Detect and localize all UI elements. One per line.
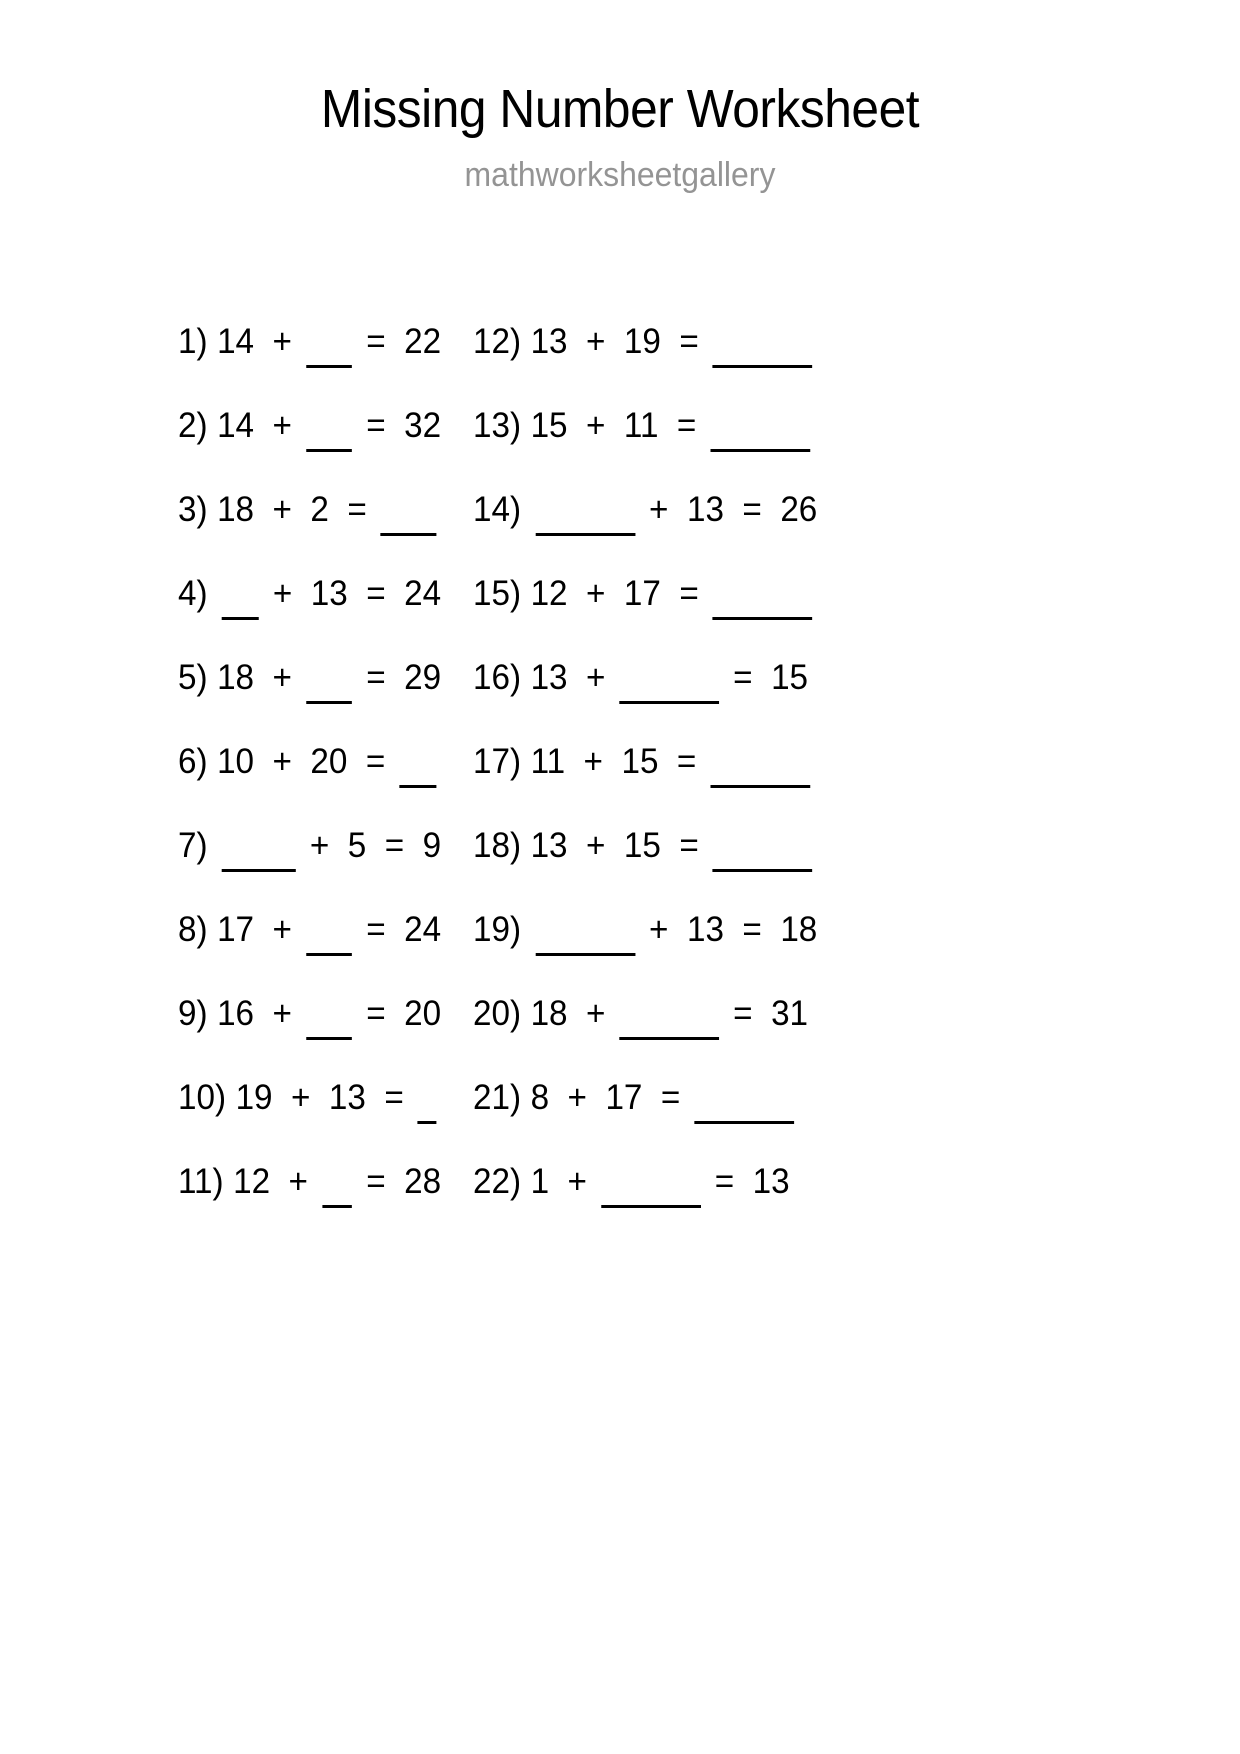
plus-operator: + [263, 742, 302, 781]
number-term: 24 [394, 574, 442, 613]
equals-operator: = [357, 1162, 395, 1201]
worksheet-header [0, 0, 1240, 196]
problem-number: 1) [178, 322, 208, 361]
problem-row [178, 636, 441, 720]
number-term: 15 [612, 742, 668, 781]
number-term: 18 [217, 658, 264, 697]
problem-number: 6) [178, 742, 208, 781]
equals-operator: = [357, 658, 395, 697]
problem-number: 10) [178, 1078, 227, 1117]
problem-number: 13) [473, 406, 522, 445]
problem-number: 18) [473, 826, 522, 865]
plus-operator: + [576, 406, 615, 445]
problem-number: 8) [178, 910, 208, 949]
problem-number: 9) [178, 994, 208, 1033]
number-term: 31 [761, 994, 809, 1033]
answer-blank[interactable] [306, 335, 352, 368]
problem-row [473, 300, 988, 384]
problem-number: 4) [178, 574, 208, 613]
problem-row [473, 1056, 988, 1140]
answer-blank[interactable] [619, 671, 719, 704]
plus-operator: + [279, 1162, 318, 1201]
equals-operator: = [357, 574, 395, 613]
number-term: 15 [761, 658, 809, 697]
answer-blank[interactable] [601, 1175, 701, 1208]
equals-operator: = [670, 574, 709, 613]
equals-operator: = [723, 994, 762, 1033]
problem-row [178, 1140, 441, 1224]
problem-row [473, 636, 988, 720]
problem-row [178, 300, 441, 384]
number-term: 17 [217, 910, 264, 949]
number-term: 2 [301, 490, 339, 529]
number-term: 9 [413, 826, 442, 865]
problem-number: 17) [473, 742, 522, 781]
answer-blank[interactable] [535, 923, 635, 956]
answer-blank[interactable] [713, 839, 813, 872]
plus-operator: + [558, 1078, 597, 1117]
number-term: 13 [677, 490, 734, 529]
plus-operator: + [300, 826, 339, 865]
number-term: 13 [677, 910, 734, 949]
number-term: 13 [301, 574, 358, 613]
number-term: 26 [771, 490, 818, 529]
number-term: 11 [614, 406, 668, 445]
problem-row [178, 552, 441, 636]
problem-number: 5) [178, 658, 208, 697]
number-term: 13 [319, 1078, 376, 1117]
number-term: 11 [530, 742, 575, 781]
plus-operator: + [558, 1162, 597, 1201]
problem-number: 11) [178, 1162, 224, 1201]
page-title: Missing Number Worksheet [320, 79, 920, 139]
number-term: 20 [301, 742, 357, 781]
number-term: 24 [394, 910, 442, 949]
problem-row [178, 384, 441, 468]
problem-row [178, 720, 441, 804]
problem-number: 2) [178, 406, 208, 445]
number-term: 22 [394, 322, 442, 361]
number-term: 10 [217, 742, 264, 781]
equals-operator: = [357, 910, 395, 949]
plus-operator: + [263, 910, 302, 949]
number-term: 14 [217, 322, 264, 361]
problem-number: 16) [473, 658, 522, 697]
problem-number: 22) [473, 1162, 522, 1201]
answer-blank[interactable] [306, 1007, 352, 1040]
answer-blank[interactable] [710, 419, 810, 452]
answer-blank[interactable] [381, 503, 437, 536]
number-term: 12 [233, 1162, 280, 1201]
number-term: 17 [596, 1078, 652, 1117]
plus-operator: + [576, 322, 615, 361]
number-term: 1 [530, 1162, 559, 1201]
plus-operator: + [576, 994, 615, 1033]
problem-number: 3) [178, 490, 208, 529]
plus-operator: + [263, 322, 302, 361]
number-term: 16 [217, 994, 264, 1033]
right-column [455, 300, 1015, 1224]
answer-blank[interactable] [713, 587, 813, 620]
equals-operator: = [651, 1078, 690, 1117]
number-term: 28 [394, 1162, 442, 1201]
equals-operator: = [357, 994, 395, 1033]
number-term: 20 [394, 994, 442, 1033]
equals-operator: = [670, 322, 709, 361]
number-term: 18 [217, 490, 264, 529]
answer-blank[interactable] [710, 755, 810, 788]
equals-operator: = [733, 490, 772, 529]
answer-blank[interactable] [306, 419, 352, 452]
answer-blank[interactable] [306, 671, 352, 704]
problem-row [178, 804, 441, 888]
problem-row [473, 552, 988, 636]
problem-number: 19) [473, 910, 522, 949]
plus-operator: + [263, 574, 302, 613]
equals-operator: = [375, 826, 414, 865]
answer-blank[interactable] [694, 1091, 794, 1124]
plus-operator: + [263, 490, 302, 529]
problem-columns [0, 300, 1240, 1224]
number-term: 13 [530, 322, 577, 361]
equals-operator: = [723, 658, 762, 697]
problem-row [473, 888, 988, 972]
plus-operator: + [263, 994, 302, 1033]
problem-row [473, 384, 988, 468]
answer-blank[interactable] [322, 1175, 352, 1208]
problem-row [473, 468, 988, 552]
number-term: 13 [530, 826, 577, 865]
equals-operator: = [667, 406, 706, 445]
plus-operator: + [263, 658, 302, 697]
problem-number: 20) [473, 994, 522, 1033]
answer-blank[interactable] [399, 755, 436, 788]
problem-number: 21) [473, 1078, 522, 1117]
number-term: 18 [771, 910, 818, 949]
number-term: 12 [530, 574, 577, 613]
number-term: 19 [614, 322, 671, 361]
problem-row [473, 972, 988, 1056]
answer-blank[interactable] [535, 503, 635, 536]
answer-blank[interactable] [713, 335, 813, 368]
problem-number: 12) [473, 322, 522, 361]
equals-operator: = [733, 910, 772, 949]
number-term: 19 [235, 1078, 282, 1117]
number-term: 8 [530, 1078, 559, 1117]
number-term: 15 [530, 406, 577, 445]
problem-number: 7) [178, 826, 208, 865]
answer-blank[interactable] [222, 587, 259, 620]
equals-operator: = [357, 406, 395, 445]
equals-operator: = [357, 322, 395, 361]
answer-blank[interactable] [222, 839, 296, 872]
number-term: 13 [530, 658, 577, 697]
plus-operator: + [281, 1078, 320, 1117]
problem-row [473, 1140, 988, 1224]
site-attribution: mathworksheetgallery [464, 156, 776, 194]
equals-operator: = [375, 1078, 414, 1117]
problem-row [473, 804, 988, 888]
plus-operator: + [574, 742, 613, 781]
plus-operator: + [576, 826, 615, 865]
problem-number: 15) [473, 574, 522, 613]
number-term: 14 [217, 406, 264, 445]
equals-operator: = [356, 742, 395, 781]
problem-row [178, 972, 441, 1056]
plus-operator: + [639, 490, 678, 529]
equals-operator: = [667, 742, 706, 781]
number-term: 29 [394, 658, 442, 697]
plus-operator: + [639, 910, 678, 949]
number-term: 15 [614, 826, 671, 865]
problem-row [178, 1056, 441, 1140]
number-term: 17 [614, 574, 671, 613]
number-term: 5 [338, 826, 376, 865]
equals-operator: = [338, 490, 377, 529]
plus-operator: + [576, 658, 615, 697]
number-term: 32 [394, 406, 442, 445]
plus-operator: + [576, 574, 615, 613]
problem-row [178, 888, 441, 972]
plus-operator: + [263, 406, 302, 445]
answer-blank[interactable] [619, 1007, 719, 1040]
problem-number: 14) [473, 490, 522, 529]
equals-operator: = [705, 1162, 744, 1201]
answer-blank[interactable] [306, 923, 352, 956]
problem-row [178, 468, 441, 552]
answer-blank[interactable] [418, 1091, 437, 1124]
equals-operator: = [670, 826, 709, 865]
number-term: 18 [530, 994, 577, 1033]
problem-row [473, 720, 988, 804]
left-column [0, 300, 455, 1224]
number-term: 13 [743, 1162, 790, 1201]
